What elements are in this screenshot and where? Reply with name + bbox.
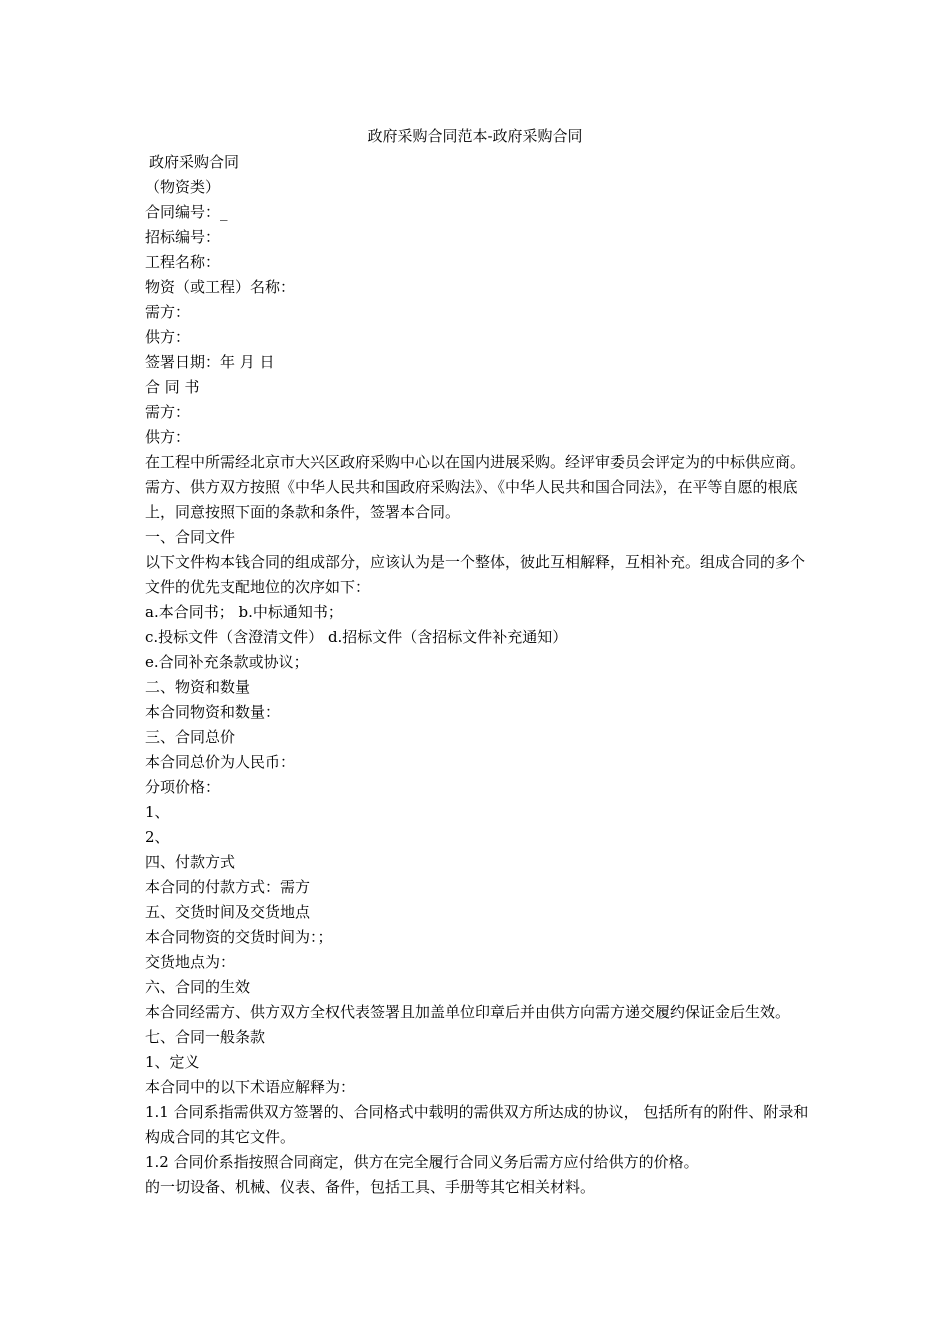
buyer-field: 需方： — [145, 303, 191, 321]
materials-quantity-field: 本合同物资和数量： — [145, 703, 281, 721]
document-title: 政府采购合同范本-政府采购合同 — [367, 127, 583, 145]
payment-method-field: 本合同的付款方式：需方 — [145, 878, 311, 896]
section-2-heading: 二、物资和数量 — [145, 678, 251, 696]
contract-category: （物资类） — [145, 178, 221, 196]
definition-continuation: 的一切设备、机械、仪表、备件，包括工具、手册等其它相关材料。 — [145, 1178, 596, 1196]
itemized-price-label: 分项价格： — [145, 778, 221, 796]
itemized-price-2: 2、 — [145, 828, 170, 846]
supplier-field: 供方： — [145, 328, 191, 346]
tender-number-field: 招标编号： — [145, 228, 221, 246]
preamble-paragraph: 在工程中所需经北京市大兴区政府采购中心以在国内进展采购。经评审委员会评定为的中标供应商。需方、供方双方按照《中华人民共和国政府采购法》、《中华人民共和国合同法》，在平等自愿的根底上，同意按照下面的条款和条件，签署本合同。 — [145, 453, 806, 521]
signing-date-field: 签署日期：年 月 日 — [145, 353, 275, 371]
section-1-heading: 一、合同文件 — [145, 528, 236, 546]
material-name-field: 物资（或工程）名称： — [145, 278, 296, 296]
document-list-item-ab: a.本合同书； b.中标通知书； — [145, 603, 343, 621]
contract-number-field: 合同编号：_ — [145, 203, 228, 221]
itemized-price-1: 1、 — [145, 803, 170, 821]
section-4-heading: 四、付款方式 — [145, 853, 236, 871]
definition-1-2: 1.2 合同价系指按照合同商定，供方在完全履行合同义务后需方应付给供方的价格。 — [145, 1153, 699, 1171]
definitions-intro: 本合同中的以下术语应解释为： — [145, 1078, 356, 1096]
delivery-time-field: 本合同物资的交货时间为：； — [145, 928, 333, 946]
definitions-heading: 1、定义 — [145, 1053, 200, 1071]
contract-heading: 政府采购合同 — [149, 153, 240, 171]
delivery-place-field: 交货地点为： — [145, 953, 236, 971]
document-list-item-e: e.合同补充条款或协议； — [145, 653, 309, 671]
section-7-heading: 七、合同一般条款 — [145, 1028, 266, 1046]
section-6-heading: 六、合同的生效 — [145, 978, 251, 996]
definition-1-1: 1.1 合同系指需供双方签署的、合同格式中载明的需供双方所达成的协议， 包括所有的附件、附录和构成合同的其它文件。 — [145, 1103, 809, 1146]
section-1-paragraph: 以下文件构本钱合同的组成部分，应该认为是一个整体，彼此互相解释，互相补充。组成合同的多个文件的优先支配地位的次序如下： — [145, 553, 806, 596]
section-5-heading: 五、交货时间及交货地点 — [145, 903, 311, 921]
total-price-field: 本合同总价为人民币： — [145, 753, 296, 771]
project-name-field: 工程名称： — [145, 253, 221, 271]
supplier-field-2: 供方： — [145, 428, 191, 446]
document-body — [145, 150, 810, 1200]
contract-book-heading: 合 同 书 — [145, 378, 200, 396]
document-list-item-cd: c.投标文件（含澄清文件） d.招标文件（含招标文件补充通知） — [145, 628, 568, 646]
buyer-field-2: 需方： — [145, 403, 191, 421]
effectiveness-paragraph: 本合同经需方、供方双方全权代表签署且加盖单位印章后并由供方向需方递交履约保证金后生效。 — [145, 1003, 791, 1021]
section-3-heading: 三、合同总价 — [145, 728, 236, 746]
